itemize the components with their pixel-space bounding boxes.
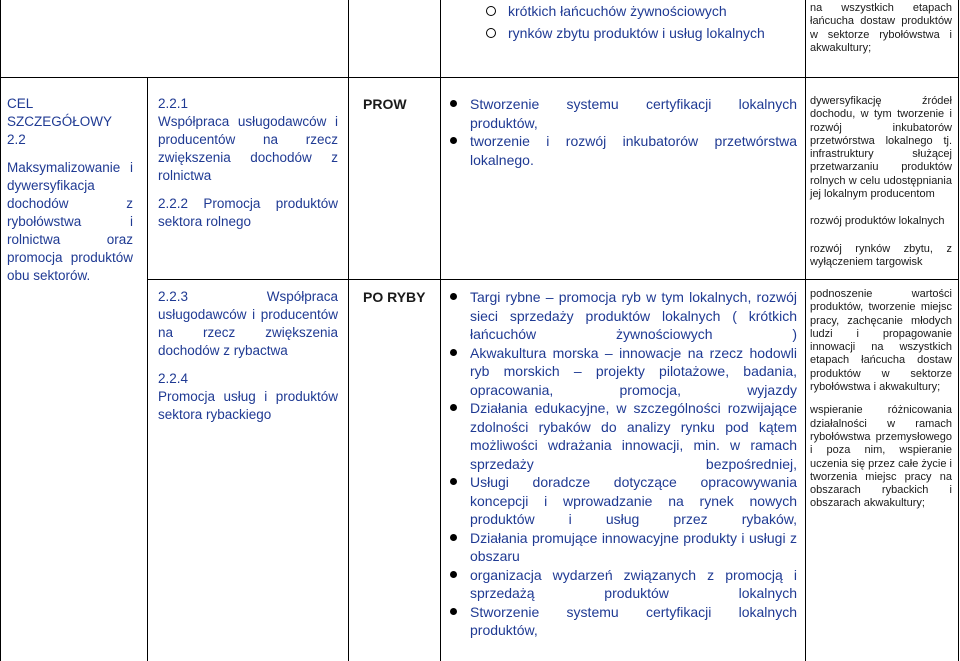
operations-list <box>444 95 797 169</box>
grid-hline <box>0 77 959 78</box>
row0-note: na wszystkich etapach łańcucha dostaw produktów w sektorze rybołówstwa i akwakultury; <box>810 2 952 54</box>
program-label: PO RYBY <box>363 289 426 305</box>
operation-item: Usługi doradcze dotyczące opracowywania koncepcji i wprowadzanie na rynek nowych produktów i usług przez rybaków, <box>444 473 797 529</box>
bullet-icon <box>450 478 457 485</box>
operation-item: Targi rybne – promocja ryb w tym lokalnych, rozwój sieci sprzedaży produktów lokalnych ( krótkich łańcuchów żywnościowych ) <box>444 288 797 344</box>
subitem: krótkich łańcuchów żywnościowych <box>482 2 800 21</box>
operation-item: Działania promujące innowacyjne produkty i usługi z obszaru <box>444 529 797 566</box>
grid-vline <box>440 0 441 661</box>
operation-item: Akwakultura morska – innowacje na rzecz hodowli ryb morskich – projekty pilotażowe, badania, opracowania, promocja, wyjazdy <box>444 344 797 400</box>
grid-vline <box>348 0 349 661</box>
grid-vline <box>805 0 806 661</box>
program-label: PROW <box>363 96 407 112</box>
grid-vline <box>958 0 959 661</box>
operations-list <box>444 288 797 640</box>
bullet-icon <box>450 293 457 300</box>
notes-cell: podnoszenie wartości produktów, tworzenie miejsc pracy, zachęcanie młodych ludzi i propagowanie innowacji na wszystkich etapach łańcucha dostaw produktów w sektorze rybołówstwa i akwakultury; wspieranie różnicowania działalności w ramach rybołówstwa przemysłowego i poza nim, wspieranie uczenia się przez całe życie i tworzenia miejsc pracy na obszarach rybackich i obszarach akwakultury; <box>810 288 952 510</box>
operation-item: Stworzenie systemu certyfikacji lokalnych produktów, <box>444 603 797 640</box>
goal-cell: CEL SZCZEGÓŁOWY 2.2 Maksymalizowanie i dywersyfikacja dochodów z rybołówstwa i rolnictwa oraz promocja produktów obu sektorów. <box>7 96 133 283</box>
subitem: rynków zbytu produktów i usług lokalnych <box>482 24 800 43</box>
operation-item: Stworzenie systemu certyfikacji lokalnych produktów, <box>444 95 797 132</box>
grid-vline <box>0 0 1 661</box>
operation-item: organizacja wydarzeń związanych z promocją i sprzedażą produktów lokalnych <box>444 566 797 603</box>
bullet-icon <box>450 534 457 541</box>
operation-item: Działania edukacyjne, w szczególności rozwijające zdolności rybaków do analizy rynku pod kątem możliwości wdrażania innowacji, min. w ramach sprzedaży bezpośredniej, <box>444 399 797 473</box>
bullet-icon <box>450 608 457 615</box>
grid-hline <box>148 279 959 280</box>
action-cell: 2.2.3 Współpraca usługodawców i producentów na rzecz zwiększenia dochodów z rybactwa 2.2.4 Promocja usług i produktów sektora rybackiego <box>158 289 338 422</box>
row0-subitems <box>482 2 800 42</box>
circle-bullet-icon <box>486 6 496 16</box>
operation-item: tworzenie i rozwój inkubatorów przetwórstwa lokalnego. <box>444 132 797 169</box>
notes-cell: dywersyfikację źródeł dochodu, w tym tworzenie i rozwój inkubatorów przetwórstwa lokalnego tj. infrastruktury służącej przetwarzaniu produktów rolnych w celu udostępniania jej lokalnym producentom rozwój produktów lokalnych rozwój rynków zbytu, z wyłączeniem targowisk <box>810 95 952 268</box>
grid-vline <box>147 77 148 661</box>
circle-bullet-icon <box>486 28 496 38</box>
bullet-icon <box>450 404 457 411</box>
bullet-icon <box>450 100 457 107</box>
bullet-icon <box>450 137 457 144</box>
action-cell: 2.2.1 Współpraca usługodawców i producentów na rzecz zwiększenia dochodów z rolnictwa 2.2.2 Promocja produktów sektora rolnego <box>158 96 338 229</box>
bullet-icon <box>450 571 457 578</box>
bullet-icon <box>450 349 457 356</box>
